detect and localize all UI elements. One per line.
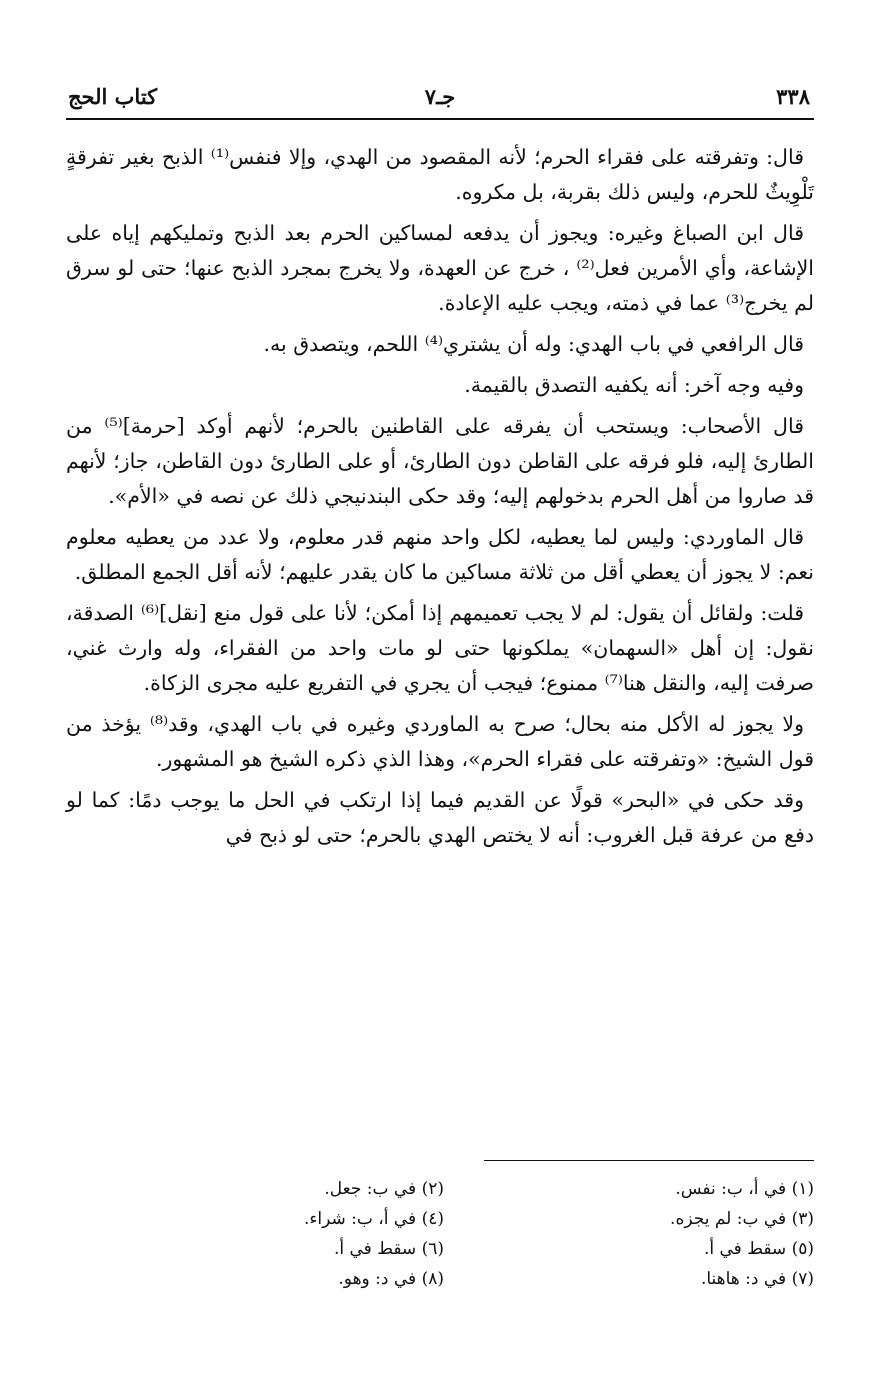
footnote: (١) في أ، ب: نفس. xyxy=(675,1179,814,1199)
footnote: (٥) سقط في أ. xyxy=(703,1239,814,1259)
paragraph: وفيه وجه آخر: أنه يكفيه التصدق بالقيمة. xyxy=(464,373,804,397)
paragraph: قال الأصحاب: ويستحب أن يفرقه على القاطنين بالحرم؛ لأنهم أوكد [حرمة]⁽⁵⁾ من الطارئ إليه، فلو فرقه على القاطن دون الطارئ، أو على الطارئ دون القاطن، جاز؛ لأنهم قد صاروا من أهل الحرم بدخولهم إليه؛ وقد حكى البندنيجي ذلك عن نصه في «الأم». xyxy=(66,414,814,508)
book-page xyxy=(66,70,814,1360)
footnote: (٤) في أ، ب: شراء. xyxy=(303,1209,444,1229)
paragraph: قال الماوردي: وليس لما يعطيه، لكل واحد منهم قدر معلوم، ولا عدد من يعطيه معلوم نعم: لا يجوز أن يعطي أقل من ثلاثة مساكين ما كان يقدر عليهم؛ لأنه أقل الجمع المطلق. xyxy=(66,525,814,584)
volume-label: جـ٧ xyxy=(424,84,456,109)
paragraph: وقد حكى في «البحر» قولًا عن القديم فيما إذا ارتكب في الحل ما يوجب دمًا: كما لو دفع من عرفة قبل الغروب: أنه لا يختص الهدي بالحرم؛ حتى لو ذبح في xyxy=(66,788,814,847)
page-number: ٣٣٨ xyxy=(776,84,810,109)
running-header xyxy=(66,80,814,116)
footnote: (٨) في د: وهو. xyxy=(338,1269,444,1289)
footnote-column-left xyxy=(144,1174,444,1294)
paragraph: قال: وتفرقته على فقراء الحرم؛ لأنه المقصود من الهدي، وإلا فنفس⁽¹⁾ الذبح بغير تفرقةٍ تَلْوِيثٌ للحرم، وليس ذلك بقربة، بل مكروه. xyxy=(66,145,814,204)
footnote-column-right xyxy=(514,1174,814,1294)
paragraph: ولا يجوز له الأكل منه بحال؛ صرح به الماوردي وغيره في باب الهدي، وقد⁽⁸⁾ يؤخذ من قول الشيخ: «وتفرقته على فقراء الحرم»، وهذا الذي ذكره الشيخ هو المشهور. xyxy=(66,712,814,771)
footnote: (٢) في ب: جعل. xyxy=(324,1179,444,1199)
book-title: كتاب الحج xyxy=(68,84,158,109)
paragraph: قال الرافعي في باب الهدي: وله أن يشتري⁽⁴⁾ اللحم، ويتصدق به. xyxy=(263,332,804,356)
footnote: (٧) في د: هاهنا. xyxy=(700,1269,814,1289)
main-text xyxy=(66,140,814,859)
header-rule xyxy=(66,118,814,120)
paragraph: قال ابن الصباغ وغيره: ويجوز أن يدفعه لمساكين الحرم بعد الذبح وتمليكهم إياه على الإشاعة، وأي الأمرين فعل⁽²⁾ ، خرج عن العهدة، ولا يخرج بمجرد الذبح عنها؛ حتى لو سرق لم يخرج⁽³⁾ عما في ذمته، ويجب عليه الإعادة. xyxy=(66,221,814,315)
paragraph: قلت: ولقائل أن يقول: لم لا يجب تعميمهم إذا أمكن؛ لأنا على قول منع [نقل]⁽⁶⁾ الصدقة، نقول: إن أهل «السهمان» يملكونها حتى لو مات واحد من الفقراء، وله وارث غني، صرفت إليه، والنقل هنا⁽⁷⁾ ممنوع؛ فيجب أن يجري في التفريع عليه مجرى الزكاة. xyxy=(66,601,814,695)
footnote: (٦) سقط في أ. xyxy=(333,1239,444,1259)
footnote: (٣) في ب: لم يجزه. xyxy=(670,1209,814,1229)
footnote-rule xyxy=(484,1160,814,1161)
